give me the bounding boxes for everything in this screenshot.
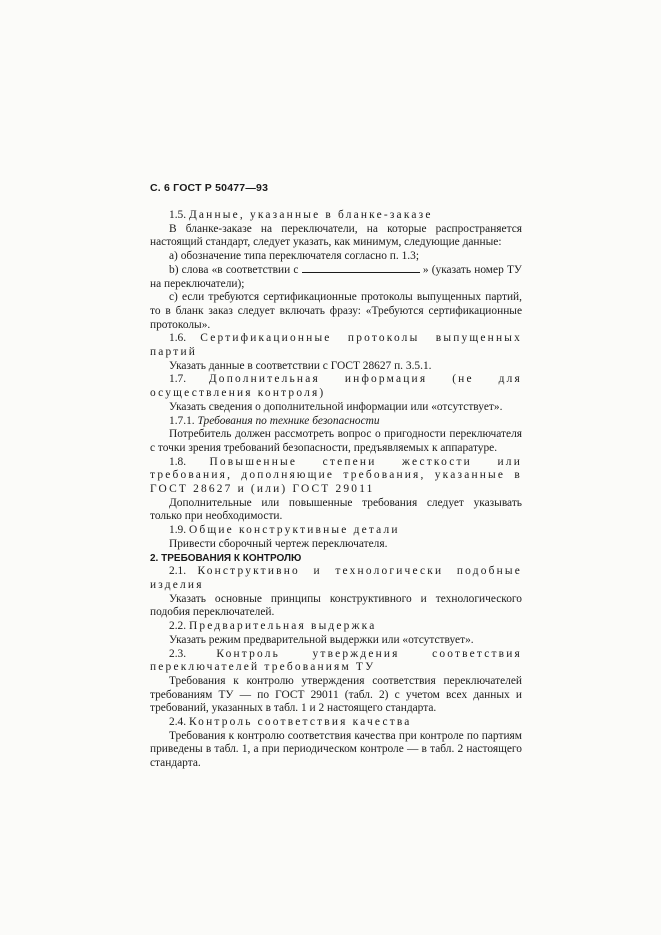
clause-number: 1.8.	[169, 455, 187, 468]
clause-title: Требования по технике безопасности	[197, 414, 380, 427]
clause-text: В бланке-заказе на переключатели, на которые распространяется настоящий стандарт, следует указать, как минимум, следующие данные:	[150, 222, 522, 249]
blank-fill-line	[302, 264, 420, 273]
clause-number: 1.6.	[169, 332, 187, 345]
clause-number: 1.7.1.	[169, 414, 195, 427]
clause-text: Указать основные принципы конструктивного и технологического подобия переключателей.	[150, 592, 522, 619]
clause-text: Требования к контролю соответствия качества при контроле по партиям приведены в табл. 1, а при периодическом контроле — в табл. 2 настоящего стандарта.	[150, 729, 522, 770]
clause-number: 2.3.	[169, 647, 187, 660]
list-item-b	[150, 264, 522, 291]
clause-title: Конструктивно и технологически подобные изделия	[150, 565, 522, 591]
clause-text: Требования к контролю утверждения соответствия переключателей требованиям ТУ — по ГОСТ 29011 (табл. 2) с учетом всех данных и требований, указанных в табл. 1 и 2 настоящего стандарта.	[150, 674, 522, 715]
list-item-b-start: b) слова «в соответствии с	[169, 263, 299, 276]
list-item-a: а) обозначение типа переключателя согласно п. 1.3;	[169, 250, 419, 263]
clause-2-1-heading	[150, 565, 522, 592]
clause-title: Предварительная выдержка	[188, 620, 377, 633]
clause-1-6-heading	[150, 332, 522, 359]
clause-2-4-heading	[150, 716, 522, 730]
clause-text: Указать данные в соответствии с ГОСТ 28627 п. 3.5.1.	[169, 359, 432, 372]
clause-text: Указать режим предварительной выдержки или «отсутствует».	[169, 633, 474, 646]
list-item-c: с) если требуются сертификационные протоколы выпущенных партий, то в бланк заказ следует включать фразу: «Требуются сертификационные протоколы».	[150, 291, 522, 331]
clause-number: 1.9.	[169, 524, 187, 537]
page-header: С. 6 ГОСТ Р 50477—93	[150, 182, 269, 194]
clause-1-8-heading	[150, 456, 522, 497]
clause-1-7-heading	[150, 373, 522, 400]
clause-title: Повышенные степени жесткости или требования, дополняющие требования, указанные в ГОСТ 28627 и (или) ГОСТ 29011	[150, 455, 522, 496]
clause-1-5-heading	[150, 209, 522, 223]
clause-text: Привести сборочный чертеж переключателя.	[169, 537, 388, 550]
clause-title: Сертификационные протоколы выпущенных партий	[150, 332, 522, 359]
clause-title: Дополнительная информация (не для осуществления контроля)	[150, 373, 522, 400]
clause-2-2-heading	[150, 620, 522, 634]
clause-1-9-heading	[150, 524, 522, 538]
clause-text: Потребитель должен рассмотреть вопрос о пригодности переключателя с точки зрения требований безопасности, предъявляемых к аппаратуре.	[150, 428, 522, 454]
document-body	[150, 209, 522, 771]
clause-number: 1.7.	[169, 373, 187, 386]
section-2-heading: 2. ТРЕБОВАНИЯ К КОНТРОЛЮ	[150, 552, 302, 564]
clause-2-3-heading	[150, 648, 522, 675]
clause-title: Контроль утверждения соответствия переключателей требованиям ТУ	[150, 647, 522, 674]
clause-1-7-1-heading	[150, 415, 522, 429]
clause-text: Дополнительные или повышенные требования следует указывать только при необходимости.	[150, 496, 522, 523]
clause-text: Указать сведения о дополнительной информации или «отсутствует».	[169, 400, 503, 413]
clause-number: 2.4.	[169, 716, 187, 729]
clause-title: Общие конструктивные детали	[188, 524, 400, 537]
clause-title: Контроль соответствия качества	[188, 716, 412, 729]
list-item-b-end: » (указать номер ТУ на переключатели);	[150, 263, 522, 290]
clause-title: Данные, указанные в бланке-заказе	[188, 209, 433, 221]
clause-number: 2.1.	[169, 565, 187, 578]
clause-number: 1.5.	[169, 209, 187, 221]
clause-number: 2.2.	[169, 620, 187, 633]
